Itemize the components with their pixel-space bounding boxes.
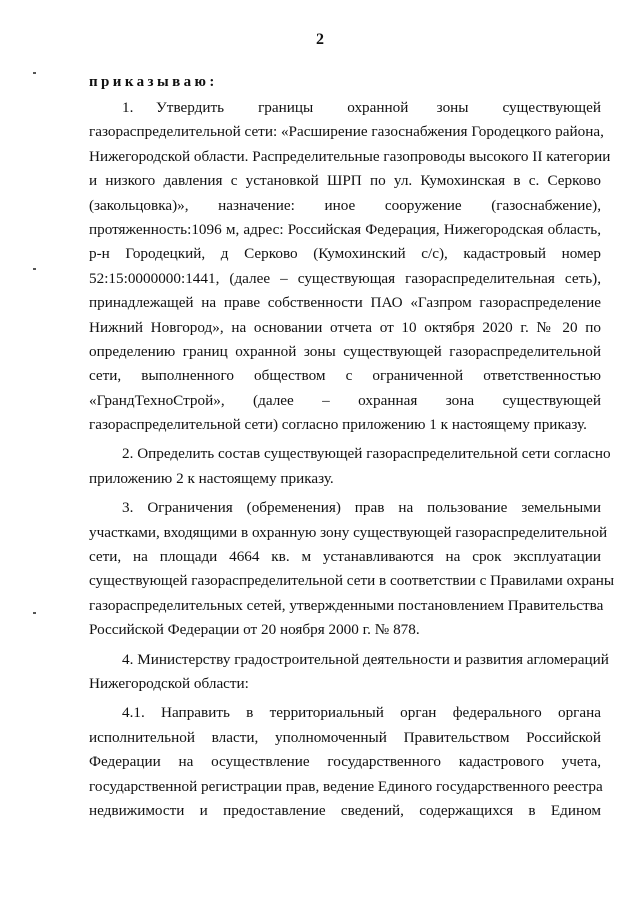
document-body (89, 96, 615, 823)
paragraph-5 (89, 701, 601, 823)
page-number: 2 (316, 31, 324, 48)
text-line: Российской Федерации от 20 ноября 2000 г. № 878. (89, 621, 420, 639)
text-line: исполнительной власти, уполномоченный Правительством Российской (89, 728, 601, 746)
margin-mark (33, 612, 36, 614)
paragraph-3 (89, 496, 615, 642)
text-line: сети, на площади 4664 кв. м устанавливаются на срок эксплуатации (89, 548, 601, 566)
text-line: 52:15:0000000:1441, (далее – существующая газораспределительная сеть), (89, 269, 601, 287)
text-line: р-н Городецкий, д Серково (Кумохинский с/с), кадастровый номер (89, 245, 601, 263)
text-line: сети, выполненного обществом с ограниченной ответственностью (89, 367, 601, 385)
text-line: Федерации на осуществление государственного кадастрового учета, (89, 753, 601, 771)
text-line: (закольцовка)», назначение: иное сооружение (газоснабжение), (89, 196, 601, 214)
paragraph-1 (89, 96, 611, 437)
text-line: определению границ охранной зоны существующей газораспределительной (89, 342, 601, 360)
text-line: приложению 2 к настоящему приказу. (89, 469, 334, 487)
text-line: и низкого давления с установкой ШРП по ул. Кумохинская в с. Серково (89, 172, 601, 190)
text-line: 4. Министерству градостроительной деятельности и развития агломераций (122, 650, 609, 668)
text-line: протяженность:1096 м, адрес: Российская Федерация, Нижегородская область, (89, 220, 601, 238)
text-line: «ГрандТехноСтрой», (далее – охранная зона существующей (89, 391, 601, 409)
text-line: существующей газораспределительной сети в соответствии с Правилами охраны (89, 572, 615, 590)
text-line: недвижимости и предоставление сведений, содержащихся в Едином (89, 801, 601, 819)
text-line: участками, входящими в охранную зону существующей газораспределительной (89, 523, 608, 541)
margin-mark (33, 72, 36, 74)
text-line: Нижний Новгород», на основании отчета от 10 октября 2020 г. № 20 по (89, 318, 601, 336)
paragraph-2 (89, 442, 611, 491)
text-line: принадлежащей на праве собственности ПАО «Газпром газораспределение (89, 294, 601, 312)
text-line: 2. Определить состав существующей газораспределительной сети согласно (122, 445, 611, 463)
text-line: газораспределительной сети) согласно приложению 1 к настоящему приказу. (89, 416, 587, 434)
text-line: Нижегородской области: (89, 674, 249, 692)
margin-mark (33, 268, 36, 270)
text-line: государственной регистрации прав, ведение Единого государственного реестра (89, 777, 603, 795)
text-line: Нижегородской области. Распределительные газопроводы высокого II категории (89, 147, 611, 165)
text-line: 3. Ограничения (обременения) прав на пользование земельными (122, 499, 601, 517)
text-line: газораспределительной сети: «Расширение газоснабжения Городецкого района, (89, 123, 604, 141)
paragraph-4 (89, 648, 609, 697)
text-line: 4.1. Направить в территориальный орган федерального органа (122, 704, 601, 722)
text-line: 1. Утвердить границы охранной зоны существующей (122, 99, 601, 116)
text-line: газораспределительных сетей, утвержденными постановлением Правительства (89, 596, 604, 614)
order-heading: приказываю: (89, 74, 218, 90)
